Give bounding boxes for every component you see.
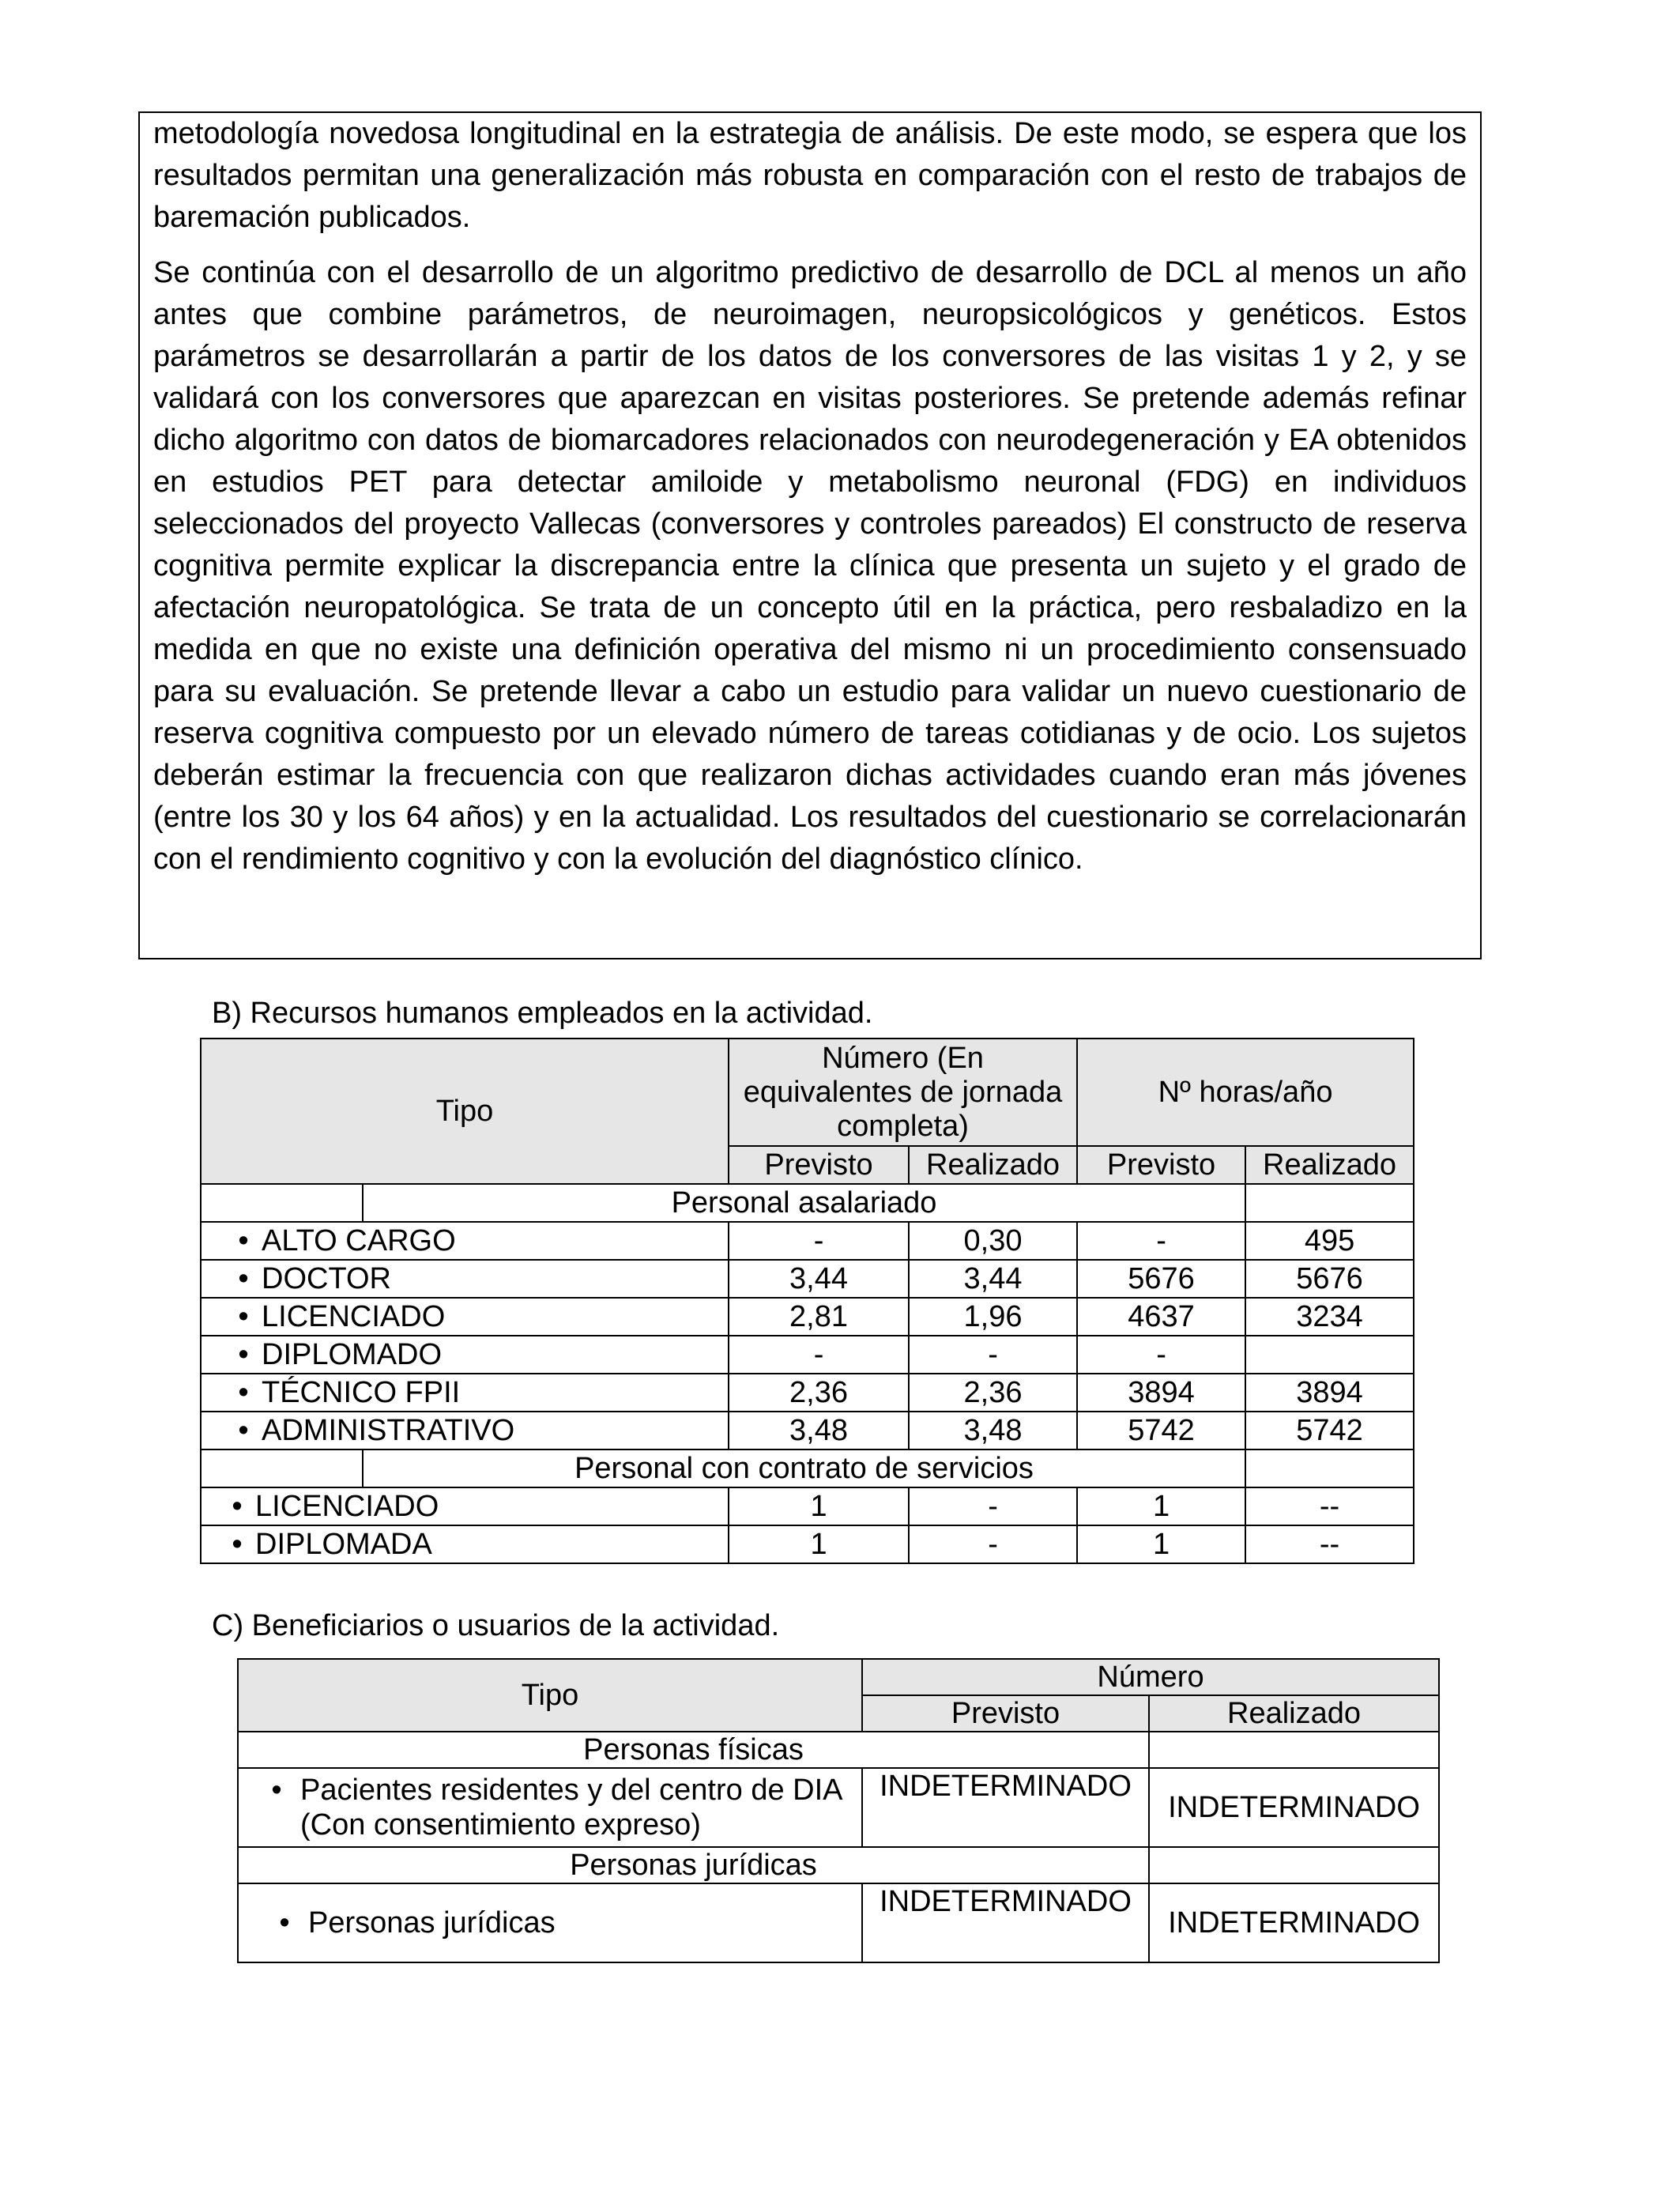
header-horas: Nº horas/año	[1077, 1039, 1414, 1146]
bullet-icon: •	[238, 1300, 249, 1333]
n-previsto: 1	[729, 1525, 909, 1563]
bullet-icon: •	[279, 1906, 290, 1940]
tipo-label: LICENCIADO	[255, 1490, 439, 1523]
n-realizado: 3,44	[909, 1260, 1077, 1298]
tipo-cell	[201, 1298, 729, 1336]
tipo-cell	[201, 1525, 729, 1563]
h-previsto: 5676	[1077, 1260, 1245, 1298]
table-row	[238, 1883, 1439, 1962]
bullet-icon: •	[232, 1490, 243, 1523]
beneficiaries-table	[237, 1658, 1440, 1963]
bullet-icon: •	[238, 1338, 249, 1371]
h-realizado: --	[1245, 1487, 1414, 1525]
table-row	[201, 1260, 1414, 1298]
tipo-cell	[201, 1260, 729, 1298]
n-previsto: -	[729, 1336, 909, 1374]
table-row	[201, 1525, 1414, 1563]
narrative-box	[138, 111, 1482, 959]
tipo-label: ADMINISTRATIVO	[262, 1414, 515, 1447]
table-row	[201, 1298, 1414, 1336]
tipo-label: Pacientes residentes y del centro de DIA (Con consentimiento expreso)	[300, 1774, 842, 1842]
h-realizado: 5742	[1245, 1412, 1414, 1449]
empty-cell	[201, 1184, 363, 1222]
group-row	[238, 1732, 1439, 1768]
previsto-cell: INDETERMINADO	[862, 1768, 1149, 1847]
n-realizado: -	[909, 1525, 1077, 1563]
n-realizado: 3,48	[909, 1412, 1077, 1449]
header-numero: Número (En equivalentes de jornada completa)	[729, 1039, 1077, 1146]
previsto-cell: INDETERMINADO	[862, 1883, 1149, 1962]
table-row	[201, 1487, 1414, 1525]
h-previsto: 1	[1077, 1525, 1245, 1563]
group-row	[201, 1449, 1414, 1487]
h-realizado: 3894	[1245, 1374, 1414, 1412]
realizado-cell: INDETERMINADO	[1149, 1768, 1439, 1847]
h-previsto: -	[1077, 1336, 1245, 1374]
h-realizado: 5676	[1245, 1260, 1414, 1298]
n-realizado: -	[909, 1487, 1077, 1525]
group-label: Personas físicas	[238, 1732, 1149, 1768]
tipo-cell	[238, 1883, 862, 1962]
n-previsto: 3,48	[729, 1412, 909, 1449]
bullet-icon: •	[238, 1224, 249, 1257]
h-realizado: 3234	[1245, 1298, 1414, 1336]
n-previsto: 3,44	[729, 1260, 909, 1298]
table-row	[201, 1412, 1414, 1449]
empty-cell	[1245, 1184, 1414, 1222]
group-row	[201, 1184, 1414, 1222]
header-previsto: Previsto	[1077, 1146, 1245, 1184]
realizado-cell: INDETERMINADO	[1149, 1883, 1439, 1962]
header-realizado: Realizado	[1149, 1695, 1439, 1732]
h-previsto: -	[1077, 1222, 1245, 1260]
table-row	[238, 1768, 1439, 1847]
group-row	[238, 1847, 1439, 1883]
tipo-cell	[201, 1336, 729, 1374]
n-previsto: 2,36	[729, 1374, 909, 1412]
header-realizado: Realizado	[909, 1146, 1077, 1184]
h-realizado: --	[1245, 1525, 1414, 1563]
tipo-label: DIPLOMADA	[255, 1528, 432, 1561]
n-realizado: 2,36	[909, 1374, 1077, 1412]
header-previsto: Previsto	[729, 1146, 909, 1184]
table-row	[201, 1336, 1414, 1374]
header-tipo: Tipo	[201, 1039, 729, 1184]
n-realizado: -	[909, 1336, 1077, 1374]
human-resources-table	[200, 1038, 1414, 1564]
n-realizado: 1,96	[909, 1298, 1077, 1336]
tipo-label: TÉCNICO FPII	[262, 1376, 461, 1409]
tipo-cell	[201, 1222, 729, 1260]
h-previsto: 3894	[1077, 1374, 1245, 1412]
n-previsto: -	[729, 1222, 909, 1260]
tipo-cell	[238, 1768, 862, 1847]
bullet-icon: •	[232, 1528, 243, 1561]
empty-cell	[201, 1449, 363, 1487]
h-realizado	[1245, 1336, 1414, 1374]
tipo-cell	[201, 1374, 729, 1412]
tipo-label: LICENCIADO	[262, 1300, 446, 1333]
empty-cell	[1245, 1449, 1414, 1487]
n-previsto: 2,81	[729, 1298, 909, 1336]
h-previsto: 1	[1077, 1487, 1245, 1525]
header-realizado: Realizado	[1245, 1146, 1414, 1184]
n-previsto: 1	[729, 1487, 909, 1525]
h-previsto: 5742	[1077, 1412, 1245, 1449]
tipo-label: ALTO CARGO	[262, 1224, 456, 1257]
tipo-cell	[201, 1487, 729, 1525]
table-row	[201, 1374, 1414, 1412]
bullet-icon: •	[271, 1774, 282, 1807]
header-numero: Número	[862, 1659, 1439, 1695]
tipo-label: DOCTOR	[262, 1262, 391, 1295]
h-previsto: 4637	[1077, 1298, 1245, 1336]
empty-cell	[1149, 1847, 1439, 1883]
bullet-icon: •	[238, 1262, 249, 1295]
paragraph: Se continúa con el desarrollo de un algoritmo predictivo de desarrollo de DCL al menos un año antes que combine parámetros, de neuroimagen, neuropsicológicos y genéticos. Estos parámetros se desarrollarán a partir de los datos de los conversores de las visitas 1 y 2, y se validará con los conversores que aparezcan en visitas posteriores. Se pretende además refinar dicho algoritmo con datos de biomarcadores relacionados con neurodegeneración y EA obtenidos en estudios PET para detectar amiloide y metabolismo neuronal (FDG) en individuos seleccionados del proyecto Vallecas (conversores y controles pareados) El constructo de reserva cognitiva permite explicar la discrepancia entre la clínica que presenta un sujeto y el grado de afectación neuropatológica. Se trata de un concepto útil en la práctica, pero resbaladizo en la medida en que no existe una definición operativa del mismo ni un procedimiento consensuado para su evaluación. Se pretende llevar a cabo un estudio para validar un nuevo cuestionario de reserva cognitiva compuesto por un elevado número de tareas cotidianas y de ocio. Los sujetos deberán estimar la frecuencia con que realizaron dichas actividades cuando eran más jóvenes (entre los 30 y los 64 años) y en la actualidad. Los resultados del cuestionario se correlacionarán con el rendimiento cognitivo y con la evolución del diagnóstico clínico.	[153, 256, 1467, 876]
bullet-icon: •	[238, 1414, 249, 1447]
empty-cell	[1149, 1732, 1439, 1768]
paragraph: metodología novedosa longitudinal en la estrategia de análisis. De este modo, se espera que los resultados permitan una generalización más robusta en comparación con el resto de trabajos de baremación publicados.	[153, 117, 1467, 234]
table-row	[201, 1222, 1414, 1260]
h-realizado: 495	[1245, 1222, 1414, 1260]
n-realizado: 0,30	[909, 1222, 1077, 1260]
tipo-cell	[201, 1412, 729, 1449]
header-previsto: Previsto	[862, 1695, 1149, 1732]
bullet-icon: •	[238, 1376, 249, 1409]
tipo-label: DIPLOMADO	[262, 1338, 443, 1371]
header-tipo: Tipo	[238, 1659, 862, 1732]
group-label: Personal con contrato de servicios	[363, 1449, 1245, 1487]
group-label: Personas jurídicas	[238, 1847, 1149, 1883]
section-b-heading: B) Recursos humanos empleados en la actividad.	[212, 997, 873, 1030]
group-label: Personal asalariado	[363, 1184, 1245, 1222]
section-c-heading: C) Beneficiarios o usuarios de la actividad.	[212, 1609, 780, 1642]
tipo-label: Personas jurídicas	[308, 1906, 556, 1940]
